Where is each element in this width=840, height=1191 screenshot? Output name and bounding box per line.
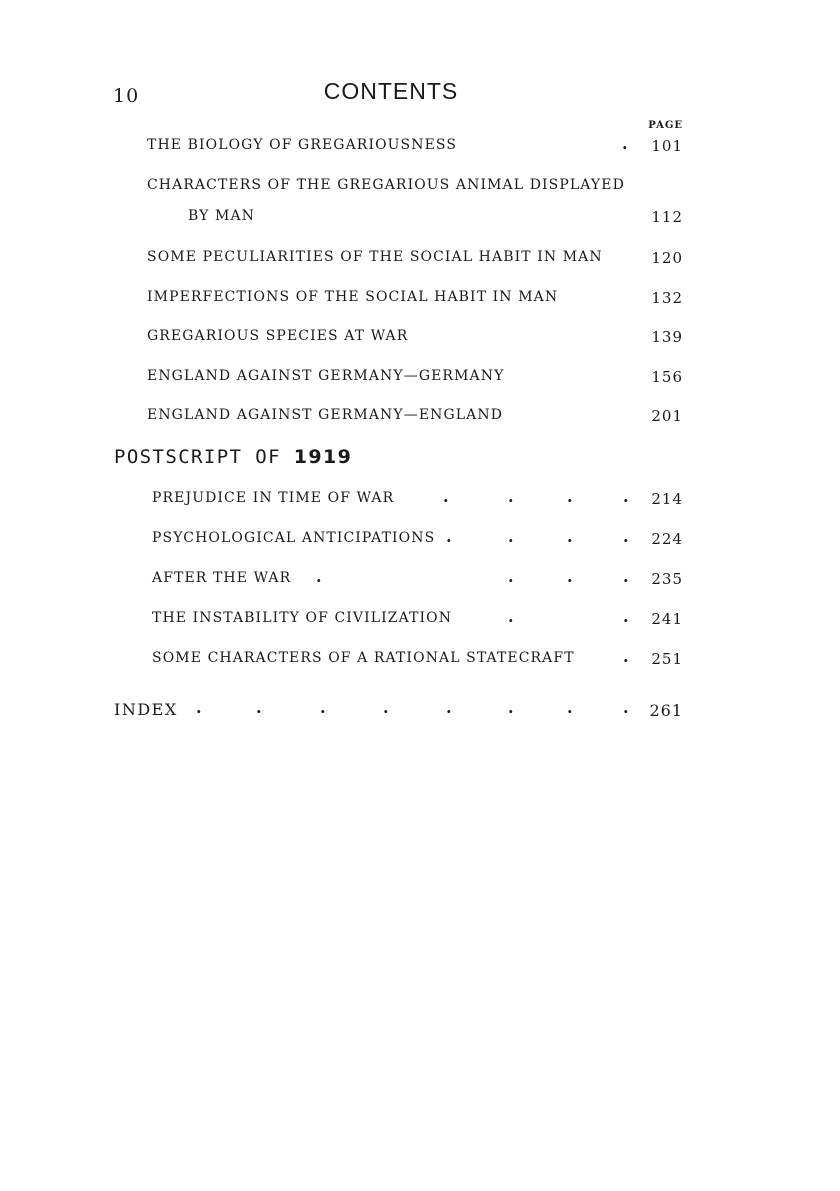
leader-dot: . (622, 134, 628, 153)
leader-dot: . (508, 487, 514, 506)
toc-entry-title: SOME CHARACTERS OF A RATIONAL STATECRAFT (152, 650, 575, 666)
toc-entry-page: 214 (651, 490, 683, 508)
toc-entry-title: ENGLAND AGAINST GERMANY—GERMANY (147, 368, 505, 384)
page-column-label: PAGE (648, 120, 683, 131)
toc-entry-page: 201 (651, 407, 683, 425)
leader-dot: . (383, 698, 389, 717)
toc-entry-page: 224 (651, 530, 683, 548)
toc-entry-title: AFTER THE WAR (152, 570, 292, 586)
leader-dot: . (623, 698, 629, 717)
toc-entry-page: 235 (651, 570, 683, 588)
leader-dot: . (320, 698, 326, 717)
toc-entry-title: SOME PECULIARITIES OF THE SOCIAL HABIT IN MAN (147, 249, 603, 265)
toc-entry-page: 139 (651, 328, 683, 346)
toc-entry-page: 156 (651, 368, 683, 386)
leader-dot: . (443, 487, 449, 506)
leader-dot: . (623, 527, 629, 546)
leader-dot: . (196, 698, 202, 717)
section-heading-year: 1919 (293, 446, 353, 468)
toc-entry-title: CHARACTERS OF THE GREGARIOUS ANIMAL DISPLAYED (147, 177, 625, 193)
toc-entry-page: 101 (651, 137, 683, 155)
toc-entry-title: THE INSTABILITY OF CIVILIZATION (152, 610, 453, 626)
index-entry-page: 261 (649, 701, 683, 720)
page-number: 10 (113, 85, 140, 107)
toc-entry-title: PREJUDICE IN TIME OF WAR (152, 490, 395, 506)
toc-entry-page: 251 (651, 650, 683, 668)
leader-dot: . (623, 647, 629, 666)
section-heading (114, 446, 352, 468)
leader-dot: . (508, 698, 514, 717)
index-entry-title: INDEX (114, 700, 178, 719)
toc-entry-page: 132 (651, 289, 683, 307)
leader-dot: . (623, 487, 629, 506)
toc-entry-page: 241 (651, 610, 683, 628)
leader-dot: . (508, 527, 514, 546)
leader-dot: . (508, 567, 514, 586)
page-title: CONTENTS (323, 78, 459, 104)
leader-dot: . (446, 527, 452, 546)
leader-dot: . (256, 698, 262, 717)
toc-entry-page: 120 (651, 249, 683, 267)
leader-dot: . (567, 567, 573, 586)
section-heading-label: POSTSCRIPT OF (114, 446, 281, 468)
toc-entry-title: BY MAN (188, 208, 256, 224)
leader-dot: . (567, 487, 573, 506)
leader-dot: . (567, 527, 573, 546)
leader-dot: . (623, 567, 629, 586)
leader-dot: . (567, 698, 573, 717)
toc-entry-title: ENGLAND AGAINST GERMANY—ENGLAND (147, 407, 504, 423)
leader-dot: . (508, 607, 514, 626)
toc-entry-page: 112 (651, 208, 683, 226)
leader-dot: . (446, 698, 452, 717)
leader-dot: . (316, 567, 322, 586)
leader-dot: . (623, 607, 629, 626)
toc-entry-title: IMPERFECTIONS OF THE SOCIAL HABIT IN MAN (147, 289, 559, 305)
toc-entry-title: THE BIOLOGY OF GREGARIOUSNESS (147, 137, 458, 153)
toc-entry-title: GREGARIOUS SPECIES AT WAR (147, 328, 409, 344)
toc-entry-title: PSYCHOLOGICAL ANTICIPATIONS (152, 530, 436, 546)
